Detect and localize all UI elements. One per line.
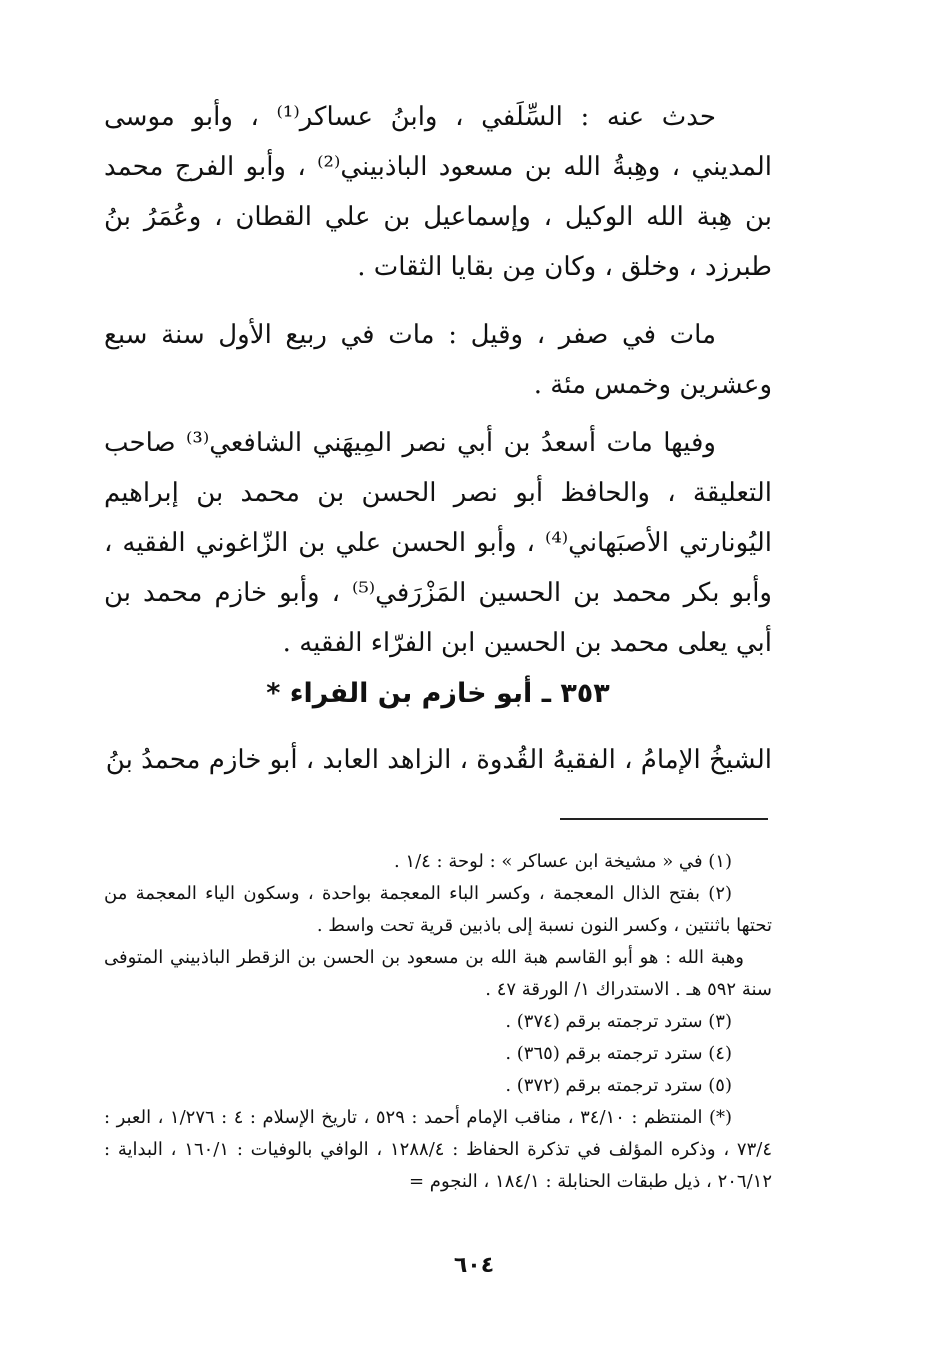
- footnote-2-note: وهبة الله : هو أبو القاسم هبة الله بن مسعود بن الحسن بن الزقطر الباذبيني المتوفى سنة ٥٩٢ هـ . الاستدراك ١/ الورقة ٤٧ .: [104, 947, 772, 1000]
- footnote-sources: (*) المنتظم : ٣٤/١٠ ، مناقب الإمام أحمد : ٥٢٩ ، تاريخ الإسلام : ٤ : ١/٢٧٦ ، العبر : ٧٣/٤ ، وذكره المؤلف في تذكرة الحفاظ : ١٢٨٨/٤ ، الوافي بالوفيات : ١٦٠/١ ، البداية : ٢٠٦/١٢ ، ذيل طبقات الحنابلة : ١٨٤/١ ، النجوم =: [104, 1107, 772, 1192]
- paragraph-narrators-text: حدث عنه : السِّلَفي ، وابنُ عساكر⁽¹⁾ ، وأبو موسى المديني ، وهِبةُ الله بن مسعود الباذبيني⁽²⁾ ، وأبو الفرج محمد بن هِبة الله الوكيل ، وإسماعيل بن علي القطان ، وعُمَرُ بنُ طبرزد ، وخلق ، وكان مِن بقايا الثقات .: [104, 102, 772, 282]
- footnote-5: (٥) سترد ترجمته برقم (٣٧٢) .: [505, 1075, 732, 1096]
- paragraph-death-text: مات في صفر ، وقيل : مات في ربيع الأول سنة سبع وعشرين وخمس مئة .: [104, 320, 772, 400]
- paragraph-death: [104, 310, 772, 410]
- footnote-1: (١) في « مشيخة ابن عساكر » : لوحة : ١/٤ .: [393, 851, 732, 872]
- paragraph-entry-start: [104, 735, 772, 785]
- paragraph-entry-start-text: الشيخُ الإمامُ ، الفقيهُ القُدوة ، الزاهد العابد ، أبو خازم محمدُ بنُ: [105, 745, 772, 775]
- footnote-separator: [560, 818, 768, 820]
- paragraph-deaths-same-year-text: وفيها مات أسعدُ بن أبي نصر المِيهَني الشافعي⁽³⁾ صاحب التعليقة ، والحافظ أبو نصر الحسن بن محمد بن إبراهيم اليُونارتي الأصبَهاني⁽⁴⁾ ، وأبو الحسن علي بن الزّاغوني الفقيه ، وأبو بكر محمد بن الحسين المَزْرَفي⁽⁵⁾ ، وأبو خازم محمد بن أبي يعلى محمد بن الحسين ابن الفرّاء الفقيه .: [104, 428, 772, 658]
- entry-heading: ٣٥٣ ـ أبو خازم بن الفراء *: [266, 678, 610, 709]
- footnote-4: (٤) سترد ترجمته برقم (٣٦٥) .: [505, 1043, 732, 1064]
- page-number: ٦٠٤: [453, 1253, 495, 1278]
- footnote-3: (٣) سترد ترجمته برقم (٣٧٤) .: [505, 1011, 732, 1032]
- footnote-2: (٢) بفتح الذال المعجمة ، وكسر الباء المعجمة بواحدة ، وسكون الياء المعجمة من تحتها باثنتين ، وكسر النون نسبة إلى باذبين قرية تحت واسط .: [104, 883, 772, 936]
- paragraph-narrators: [104, 92, 772, 292]
- paragraph-deaths-same-year: [104, 418, 772, 668]
- footnotes: [104, 846, 772, 1198]
